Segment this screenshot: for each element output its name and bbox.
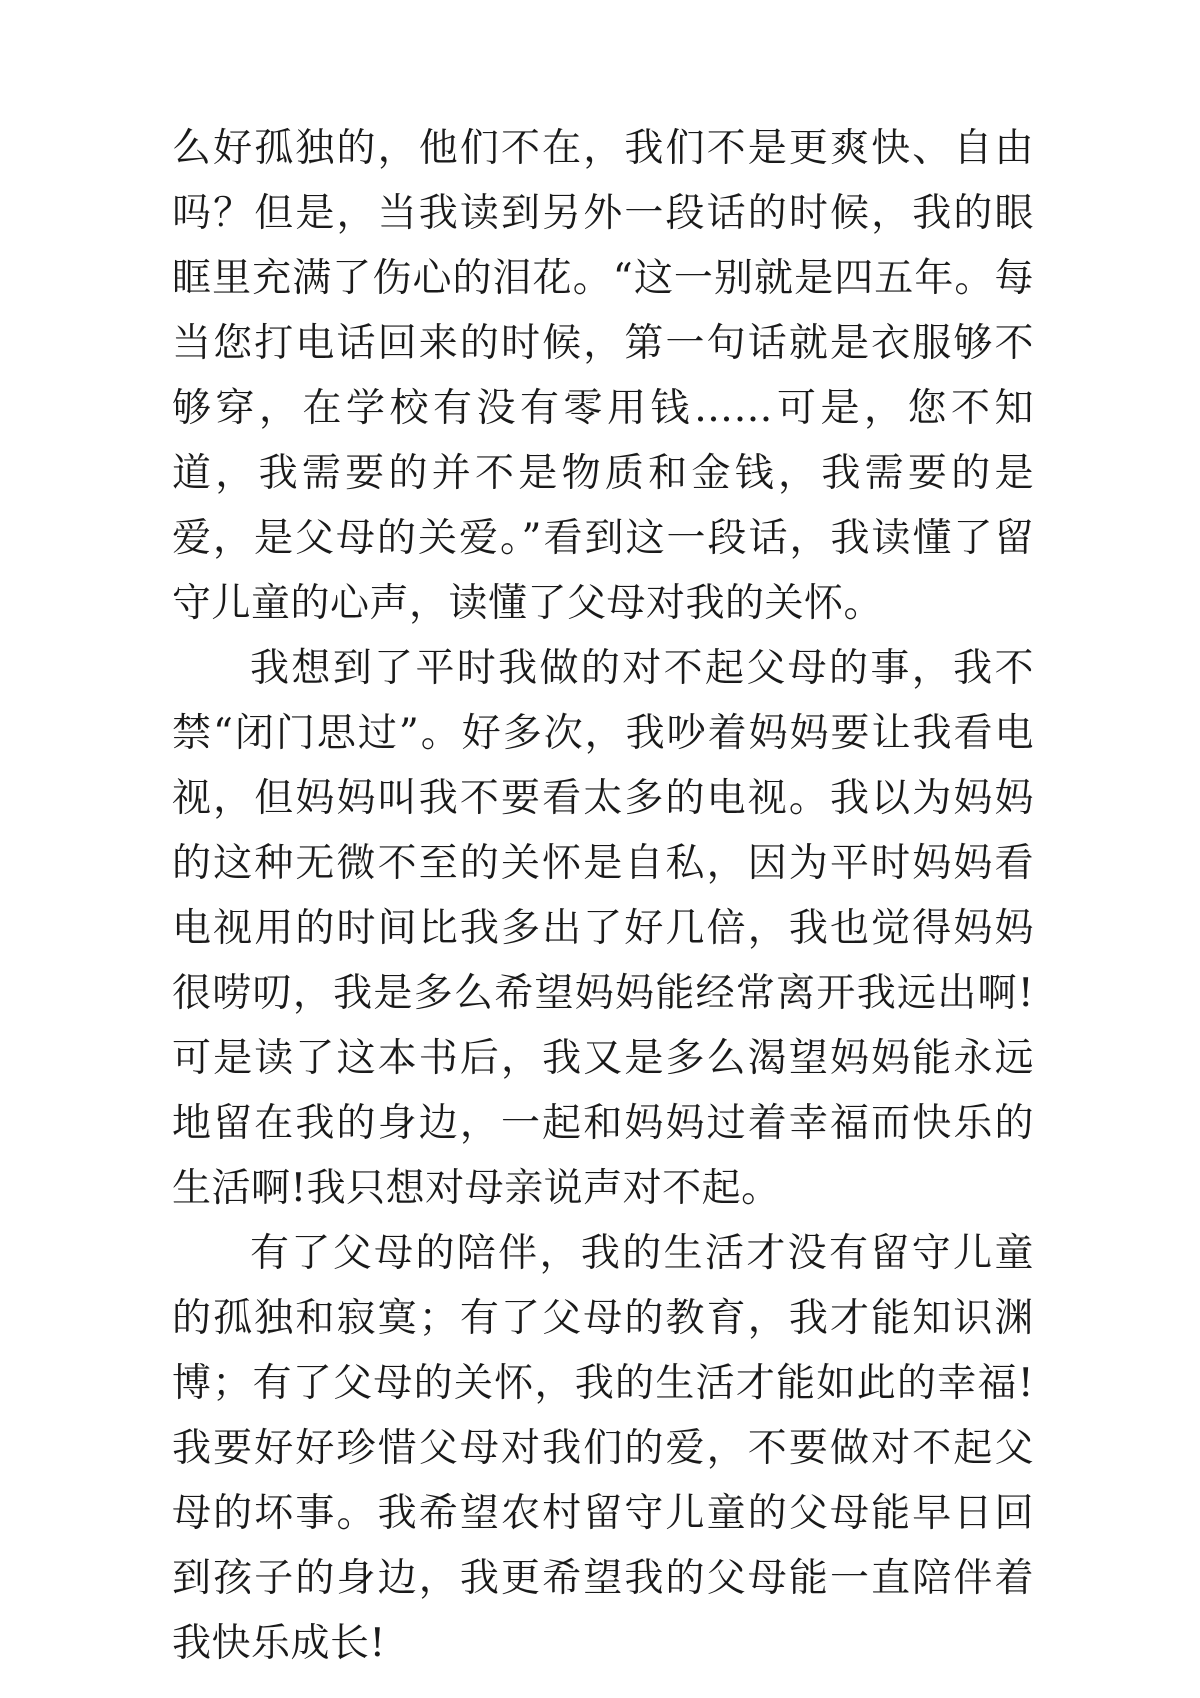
paragraph: 有了父母的陪伴，我的生活才没有留守儿童的孤独和寂寞；有了父母的教育，我才能知识渊博；有了父母的关怀，我的生活才能如此的幸福!我要好好珍惜父母对我们的爱，不要做对不起父母的坏事。我希望农村留守儿童的父母能早日回到孩子的身边，我更希望我的父母能一直陪伴着我快乐成长!	[172, 1231, 1034, 1666]
document-body	[172, 116, 1034, 1676]
paragraph: 我想到了平时我做的对不起父母的事，我不禁“闭门思过”。好多次，我吵着妈妈要让我看电视，但妈妈叫我不要看太多的电视。我以为妈妈的这种无微不至的关怀是自私，因为平时妈妈看电视用的时间比我多出了好几倍，我也觉得妈妈很唠叨，我是多么希望妈妈能经常离开我远出啊!可是读了这本书后，我又是多么渴望妈妈能永远地留在我的身边，一起和妈妈过着幸福而快乐的生活啊!我只想对母亲说声对不起。	[172, 646, 1034, 1211]
paragraph-continued: 么好孤独的，他们不在，我们不是更爽快、自由吗？但是，当我读到另外一段话的时候，我的眼眶里充满了伤心的泪花。“这一别就是四五年。每当您打电话回来的时候，第一句话就是衣服够不够穿，在学校有没有零用钱……可是，您不知道，我需要的并不是物质和金钱，我需要的是爱，是父母的关爱。”看到这一段话，我读懂了留守儿童的心声，读懂了父母对我的关怀。	[172, 126, 1034, 626]
